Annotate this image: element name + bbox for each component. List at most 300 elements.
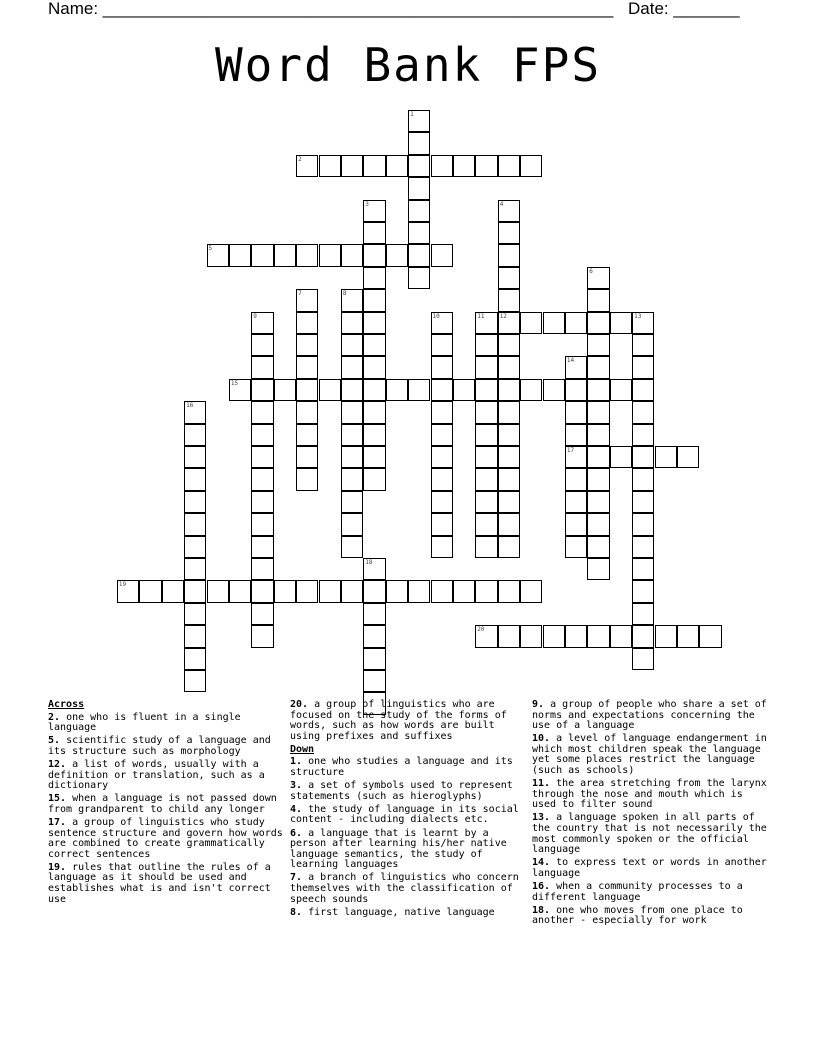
clue-number: 5	[208, 245, 213, 253]
grid-cell[interactable]	[184, 536, 206, 558]
grid-cell[interactable]	[587, 312, 609, 334]
grid-cell[interactable]	[184, 446, 206, 468]
clue-number: 14.	[532, 857, 551, 869]
grid-cell[interactable]	[431, 446, 453, 468]
clue-number: 2	[298, 155, 302, 163]
grid-cell[interactable]	[408, 155, 430, 177]
grid-cell[interactable]	[587, 468, 609, 490]
clue-number: 1	[410, 111, 414, 118]
down-clue	[532, 779, 768, 811]
grid-cell[interactable]	[386, 580, 408, 602]
clue-number: 2.	[48, 711, 61, 723]
grid-cell[interactable]	[498, 491, 520, 513]
grid-cell[interactable]	[520, 379, 542, 401]
grid-cell[interactable]	[498, 267, 520, 289]
clue-number: 12	[499, 312, 507, 320]
grid-cell[interactable]	[251, 379, 273, 401]
down-heading: Down	[290, 743, 315, 755]
grid-cell[interactable]	[229, 379, 251, 401]
grid-cell[interactable]	[475, 379, 497, 401]
grid-cell[interactable]	[498, 356, 520, 378]
grid-cell[interactable]	[341, 401, 363, 423]
grid-cell[interactable]	[363, 312, 385, 334]
clue-number: 7	[298, 290, 302, 298]
grid-cell[interactable]	[296, 334, 318, 356]
grid-cell[interactable]	[363, 401, 385, 423]
grid-cell[interactable]	[587, 536, 609, 558]
grid-cell[interactable]	[475, 513, 497, 535]
clue-number: 18	[365, 559, 373, 566]
grid-cell[interactable]	[498, 513, 520, 535]
grid-cell[interactable]	[184, 401, 206, 423]
clue-text: the study of language in its social content - including dialects etc.	[290, 803, 519, 826]
grid-cell[interactable]	[341, 379, 363, 401]
grid-cell[interactable]	[363, 468, 385, 490]
clue-text: to express text or words in another language	[532, 857, 767, 879]
grid-cell[interactable]	[296, 424, 318, 446]
grid-cell[interactable]	[341, 334, 363, 356]
clue-text: a group of linguistics who are focused on the study of the forms of words, such as how words are built using prefixes and suffixes	[290, 699, 507, 742]
grid-cell[interactable]	[363, 222, 385, 244]
grid-cell[interactable]	[251, 558, 273, 580]
grid-cell[interactable]	[363, 558, 385, 580]
grid-cell[interactable]	[632, 558, 654, 580]
clue-number: 9	[253, 312, 257, 320]
grid-cell[interactable]	[632, 356, 654, 378]
grid-cell[interactable]	[565, 312, 587, 334]
grid-cell[interactable]	[498, 446, 520, 468]
grid-cell[interactable]	[565, 446, 587, 468]
clue-text: a set of symbols used to represent statements (such as hieroglyphs)	[290, 780, 513, 802]
grid-cell[interactable]	[498, 334, 520, 356]
grid-cell[interactable]	[475, 625, 497, 647]
grid-cell[interactable]	[431, 334, 453, 356]
grid-cell[interactable]	[363, 424, 385, 446]
clue-number: 15.	[48, 793, 67, 805]
grid-cell[interactable]	[498, 468, 520, 490]
grid-cell[interactable]	[341, 446, 363, 468]
clue-number: 11	[477, 312, 485, 320]
clue-number: 11.	[532, 778, 551, 790]
grid-cell[interactable]	[319, 244, 341, 266]
grid-cell[interactable]	[229, 244, 251, 266]
grid-cell[interactable]	[296, 312, 318, 334]
grid-cell[interactable]	[319, 580, 341, 602]
grid-cell[interactable]	[408, 267, 430, 289]
clue-text: one who is fluent in a single language	[48, 711, 241, 734]
grid-cell[interactable]	[363, 648, 385, 670]
grid-cell[interactable]	[677, 625, 699, 647]
grid-cell[interactable]	[610, 379, 632, 401]
clue-number: 15	[230, 379, 239, 387]
grid-cell[interactable]	[408, 132, 430, 154]
grid-cell[interactable]	[296, 379, 318, 401]
grid-cell[interactable]	[251, 513, 273, 535]
grid-cell[interactable]	[565, 625, 587, 647]
grid-cell[interactable]	[520, 625, 542, 647]
grid-cell[interactable]	[408, 177, 430, 199]
grid-cell[interactable]	[475, 356, 497, 378]
grid-cell[interactable]	[565, 356, 587, 378]
grid-cell[interactable]	[408, 244, 430, 266]
grid-cell[interactable]	[587, 424, 609, 446]
across-clue	[48, 863, 284, 905]
clue-column-3	[532, 700, 768, 929]
grid-cell[interactable]	[184, 513, 206, 535]
clue-number: 8	[342, 290, 347, 298]
grid-cell[interactable]	[251, 536, 273, 558]
clue-column-2	[290, 700, 526, 921]
grid-cell[interactable]	[475, 334, 497, 356]
grid-cell[interactable]	[184, 580, 206, 602]
grid-cell[interactable]	[386, 379, 408, 401]
grid-cell[interactable]	[251, 401, 273, 423]
grid-cell[interactable]	[498, 289, 520, 311]
grid-cell[interactable]	[587, 491, 609, 513]
grid-cell[interactable]	[431, 244, 453, 266]
grid-cell[interactable]	[475, 401, 497, 423]
grid-cell[interactable]	[587, 334, 609, 356]
grid-cell[interactable]	[520, 155, 542, 177]
clue-text: one who studies a language and its structure	[290, 756, 513, 779]
grid-cell[interactable]	[632, 513, 654, 535]
grid-cell[interactable]	[453, 580, 475, 602]
grid-cell[interactable]	[587, 558, 609, 580]
grid-cell[interactable]	[431, 536, 453, 558]
grid-cell[interactable]	[363, 155, 385, 177]
grid-cell[interactable]	[632, 468, 654, 490]
grid-cell[interactable]	[498, 536, 520, 558]
across-clue	[290, 700, 526, 742]
grid-cell[interactable]	[251, 580, 273, 602]
grid-cell[interactable]	[632, 334, 654, 356]
across-clue	[48, 794, 284, 815]
grid-cell[interactable]	[296, 446, 318, 468]
grid-cell[interactable]	[431, 312, 453, 334]
grid-cell[interactable]	[632, 536, 654, 558]
clue-number: 13.	[532, 812, 551, 824]
grid-cell[interactable]	[341, 289, 363, 311]
grid-cell[interactable]	[296, 289, 318, 311]
grid-cell[interactable]	[363, 446, 385, 468]
grid-cell[interactable]	[655, 446, 677, 468]
clue-text: a language spoken in all parts of the country that is not necessarily the most commonly spoken or the official language	[532, 812, 767, 856]
grid-cell[interactable]	[341, 580, 363, 602]
grid-cell[interactable]	[162, 580, 184, 602]
grid-cell[interactable]	[408, 200, 430, 222]
grid-cell[interactable]	[408, 580, 430, 602]
grid-cell[interactable]	[498, 401, 520, 423]
grid-cell[interactable]	[632, 625, 654, 647]
clue-number: 14	[566, 357, 575, 365]
grid-cell[interactable]	[587, 446, 609, 468]
clue-number: 3	[365, 200, 369, 208]
clue-text: the area stretching from the larynx through the nose and mouth which is used to filter sound	[532, 778, 767, 811]
across-heading: Across	[48, 699, 85, 710]
clue-number: 10.	[532, 733, 551, 745]
grid-cell[interactable]	[341, 468, 363, 490]
grid-cell[interactable]	[296, 244, 318, 266]
clue-number: 7.	[290, 872, 303, 884]
clue-number: 10	[432, 312, 440, 320]
grid-cell[interactable]	[386, 155, 408, 177]
down-clue	[532, 813, 768, 855]
grid-cell[interactable]	[251, 625, 273, 647]
grid-cell[interactable]	[475, 580, 497, 602]
grid-cell[interactable]	[363, 200, 385, 222]
grid-cell[interactable]	[475, 536, 497, 558]
grid-cell[interactable]	[296, 155, 318, 177]
grid-cell[interactable]	[498, 155, 520, 177]
grid-cell[interactable]	[184, 424, 206, 446]
grid-cell[interactable]	[453, 155, 475, 177]
grid-cell[interactable]	[565, 491, 587, 513]
across-clue	[48, 713, 284, 734]
grid-cell[interactable]	[453, 379, 475, 401]
clue-number: 9.	[532, 699, 545, 710]
grid-cell[interactable]	[229, 580, 251, 602]
grid-cell[interactable]	[341, 356, 363, 378]
grid-cell[interactable]	[341, 536, 363, 558]
grid-cell[interactable]	[296, 356, 318, 378]
grid-cell[interactable]	[431, 580, 453, 602]
clue-text: first language, native language	[302, 906, 495, 918]
grid-cell[interactable]	[431, 155, 453, 177]
clue-number: 19	[118, 581, 127, 589]
grid-cell[interactable]	[184, 558, 206, 580]
grid-cell[interactable]	[498, 222, 520, 244]
clue-text: a list of words, usually with a definition or translation, such as a dictionary	[48, 758, 265, 792]
clue-text: a level of language endangerment in which most children speak the language yet some places restrict the language (such as schools)	[532, 733, 767, 777]
grid-cell[interactable]	[408, 222, 430, 244]
clue-number: 13	[634, 312, 642, 320]
grid-cell[interactable]	[431, 401, 453, 423]
down-clue	[290, 908, 526, 919]
grid-cell[interactable]	[431, 491, 453, 513]
grid-cell[interactable]	[431, 468, 453, 490]
grid-cell[interactable]	[632, 648, 654, 670]
grid-cell[interactable]	[363, 379, 385, 401]
clue-number: 17.	[48, 816, 67, 828]
grid-cell[interactable]	[139, 580, 161, 602]
page-title: Word Bank FPS	[214, 38, 602, 92]
grid-cell[interactable]	[184, 648, 206, 670]
grid-cell[interactable]	[498, 625, 520, 647]
clue-text: a branch of linguistics who concern themselves with the classification of speech sounds	[290, 872, 519, 905]
grid-cell[interactable]	[543, 312, 565, 334]
grid-cell[interactable]	[587, 513, 609, 535]
grid-cell[interactable]	[610, 625, 632, 647]
grid-cell[interactable]	[251, 424, 273, 446]
grid-cell[interactable]	[520, 312, 542, 334]
grid-cell[interactable]	[363, 334, 385, 356]
grid-cell[interactable]	[543, 625, 565, 647]
clue-number: 4.	[290, 803, 303, 815]
grid-cell[interactable]	[587, 625, 609, 647]
grid-cell[interactable]	[117, 580, 139, 602]
grid-cell[interactable]	[408, 379, 430, 401]
clue-column-1	[48, 700, 284, 908]
grid-cell[interactable]	[475, 424, 497, 446]
grid-cell[interactable]	[251, 334, 273, 356]
clue-number: 20.	[290, 699, 309, 710]
grid-cell[interactable]	[341, 155, 363, 177]
grid-cell[interactable]	[655, 625, 677, 647]
grid-cell[interactable]	[610, 312, 632, 334]
clue-text: a language that is learnt by a person after learning his/her native language semantics, the study of learning languages	[290, 827, 507, 871]
clue-number: 17	[566, 447, 575, 454]
grid-cell[interactable]	[363, 625, 385, 647]
grid-cell[interactable]	[341, 491, 363, 513]
grid-cell[interactable]	[251, 491, 273, 513]
grid-cell[interactable]	[565, 536, 587, 558]
grid-cell[interactable]	[632, 401, 654, 423]
grid-cell[interactable]	[632, 379, 654, 401]
grid-cell[interactable]	[408, 110, 430, 132]
clue-number: 19.	[48, 861, 67, 873]
grid-cell[interactable]	[587, 289, 609, 311]
grid-cell[interactable]	[184, 468, 206, 490]
clue-text: scientific study of a language and its structure such as morphology	[48, 735, 271, 757]
grid-cell[interactable]	[587, 379, 609, 401]
clue-number: 3.	[290, 780, 303, 792]
down-clue	[532, 906, 768, 927]
grid-cell[interactable]	[587, 356, 609, 378]
down-clue	[290, 781, 526, 802]
grid-cell[interactable]	[296, 580, 318, 602]
name-field[interactable]: Name: ______________________________________________________	[48, 0, 614, 18]
grid-cell[interactable]	[274, 244, 296, 266]
grid-cell[interactable]	[565, 401, 587, 423]
grid-cell[interactable]	[341, 244, 363, 266]
grid-cell[interactable]	[475, 312, 497, 334]
clue-text: a group of people who share a set of norms and expectations concerning the use of a language	[532, 699, 767, 732]
grid-cell[interactable]	[565, 468, 587, 490]
clue-number: 6	[589, 267, 593, 275]
grid-cell[interactable]	[632, 312, 654, 334]
down-clue	[532, 734, 768, 776]
clue-text: rules that outline the rules of a language as it should be used and establishes what is and isn't correct use	[48, 861, 271, 905]
grid-cell[interactable]	[475, 491, 497, 513]
grid-cell[interactable]	[184, 603, 206, 625]
across-clue	[48, 736, 284, 757]
clue-number: 8.	[290, 906, 303, 918]
across-clue	[48, 818, 284, 860]
grid-cell[interactable]	[251, 603, 273, 625]
clue-number: 16	[186, 402, 194, 410]
grid-cell[interactable]	[520, 580, 542, 602]
grid-cell[interactable]	[363, 244, 385, 266]
down-clue	[532, 700, 768, 732]
grid-cell[interactable]	[363, 603, 385, 625]
grid-cell[interactable]	[207, 244, 229, 266]
grid-cell[interactable]	[274, 580, 296, 602]
date-field[interactable]: Date: _______	[628, 0, 740, 18]
grid-cell[interactable]	[431, 424, 453, 446]
grid-cell[interactable]	[587, 267, 609, 289]
clue-number: 5.	[48, 735, 61, 747]
grid-cell[interactable]	[565, 513, 587, 535]
grid-cell[interactable]	[274, 379, 296, 401]
grid-cell[interactable]	[319, 379, 341, 401]
grid-cell[interactable]	[632, 446, 654, 468]
down-clue	[290, 757, 526, 778]
clue-text: one who moves from one place to another - especially for work	[532, 904, 743, 927]
clue-text: when a language is not passed down from grandparent to child any longer	[48, 793, 277, 815]
grid-cell[interactable]	[632, 580, 654, 602]
grid-cell[interactable]	[296, 401, 318, 423]
grid-cell[interactable]	[632, 491, 654, 513]
clue-number: 1.	[290, 756, 303, 768]
grid-cell[interactable]	[543, 379, 565, 401]
grid-cell[interactable]	[498, 424, 520, 446]
grid-cell[interactable]	[431, 356, 453, 378]
grid-cell[interactable]	[251, 312, 273, 334]
clue-number: 4	[499, 200, 504, 208]
grid-cell[interactable]	[475, 446, 497, 468]
grid-cell[interactable]	[207, 580, 229, 602]
grid-cell[interactable]	[610, 446, 632, 468]
grid-cell[interactable]	[363, 356, 385, 378]
grid-cell[interactable]	[498, 580, 520, 602]
grid-cell[interactable]	[184, 625, 206, 647]
clue-number: 16.	[532, 881, 551, 892]
clue-text: a group of linguistics who study sentence structure and govern how words are combined to create grammatically correct sentences	[48, 816, 283, 860]
clue-text: when a community processes to a different language	[532, 881, 743, 903]
grid-cell[interactable]	[341, 312, 363, 334]
clue-number: 12.	[48, 758, 67, 770]
grid-cell[interactable]	[184, 491, 206, 513]
grid-cell[interactable]	[341, 513, 363, 535]
grid-cell[interactable]	[632, 424, 654, 446]
grid-cell[interactable]	[565, 379, 587, 401]
grid-cell[interactable]	[363, 670, 385, 692]
grid-cell[interactable]	[296, 468, 318, 490]
grid-cell[interactable]	[386, 244, 408, 266]
down-clue	[532, 858, 768, 879]
down-clue	[290, 805, 526, 826]
clue-number: 6.	[290, 827, 303, 839]
grid-cell[interactable]	[341, 424, 363, 446]
grid-cell[interactable]	[251, 468, 273, 490]
down-clue	[532, 882, 768, 903]
grid-cell[interactable]	[184, 670, 206, 692]
grid-cell[interactable]	[498, 312, 520, 334]
grid-cell[interactable]	[363, 267, 385, 289]
grid-cell[interactable]	[431, 379, 453, 401]
down-clue	[290, 873, 526, 905]
grid-cell[interactable]	[632, 603, 654, 625]
clue-number: 18.	[532, 904, 551, 916]
grid-cell[interactable]	[475, 468, 497, 490]
grid-cell[interactable]	[677, 446, 699, 468]
grid-cell[interactable]	[251, 446, 273, 468]
grid-cell[interactable]	[498, 200, 520, 222]
grid-cell[interactable]	[587, 401, 609, 423]
grid-cell[interactable]	[319, 155, 341, 177]
clue-number: 20	[477, 626, 485, 634]
grid-cell[interactable]	[251, 244, 273, 266]
grid-cell[interactable]	[498, 379, 520, 401]
grid-cell[interactable]	[251, 356, 273, 378]
grid-cell[interactable]	[475, 155, 497, 177]
grid-cell[interactable]	[363, 580, 385, 602]
grid-cell[interactable]	[498, 244, 520, 266]
grid-cell[interactable]	[565, 424, 587, 446]
grid-cell[interactable]	[431, 513, 453, 535]
grid-cell[interactable]	[699, 625, 721, 647]
grid-cell[interactable]	[363, 289, 385, 311]
